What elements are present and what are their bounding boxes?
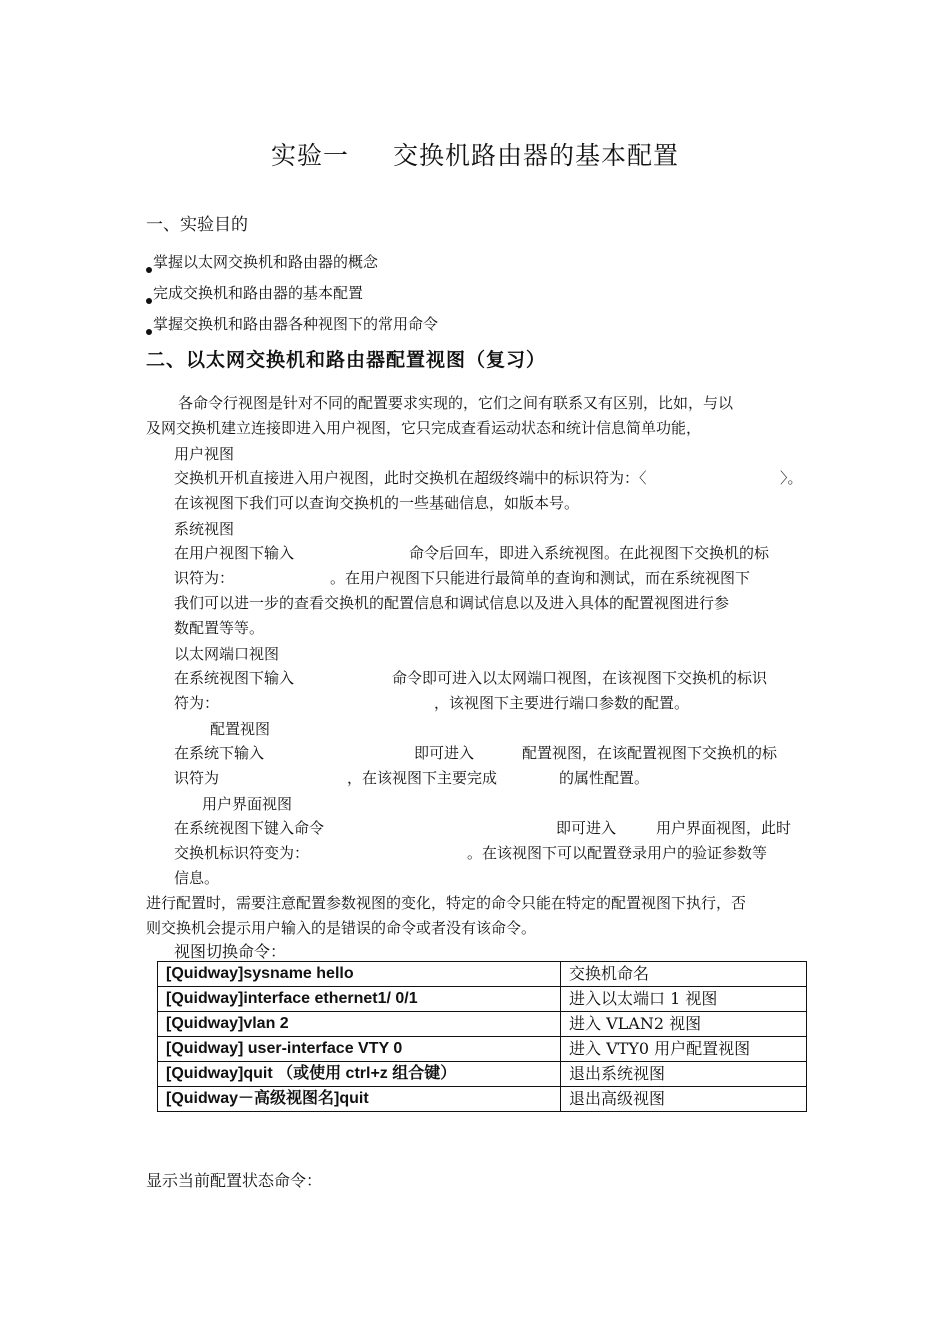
config-view-line: 即可进入 (414, 744, 475, 762)
note-line: 则交换机会提示用户输入的是错误的命令或者没有该命令。 (146, 919, 537, 937)
command-cell: [Quidway－高级视图名]quit (158, 1087, 561, 1112)
command-table (157, 961, 807, 1112)
table-row (158, 962, 807, 987)
ui-view-line: 交换机标识符变为： (174, 844, 310, 862)
command-cell: [Quidway]vlan 2 (158, 1012, 561, 1037)
title-part2: 交换机路由器的基本配置 (393, 141, 680, 170)
title-part1: 实验一 (270, 141, 349, 170)
table-row (158, 1037, 807, 1062)
note-line: 进行配置时，需要注意配置参数视图的变化，特定的命令只能在特定的配置视图下执行，否 (146, 894, 747, 912)
ui-view-line: 即可进入 (556, 819, 617, 837)
list-item: 掌握交换机和路由器各种视图下的常用命令 (146, 313, 438, 335)
ui-view-line: 在系统视图下键入命令 (174, 819, 325, 837)
system-view-line: 命令后回车，即进入系统视图。在此视图下交换机的标 (409, 544, 770, 562)
description-cell: 进入 VTY0 用户配置视图 (561, 1037, 807, 1062)
bullet-icon (146, 267, 152, 273)
ui-view-label: 用户界面视图 (202, 795, 293, 813)
intro-line: 各命令行视图是针对不同的配置要求实现的，它们之间有联系又有区别，比如，与以 (178, 394, 734, 412)
eth-view-line: 命令即可进入以太网端口视图，在该视图下交换机的标识 (392, 669, 768, 687)
config-view-line: 识符为 (174, 769, 220, 787)
list-item: 掌握以太网交换机和路由器的概念 (146, 251, 378, 273)
user-view-line: 在该视图下我们可以查询交换机的一些基础信息，如版本号。 (174, 494, 580, 512)
section2-heading: 二、以太网交换机和路由器配置视图（复习） (146, 349, 547, 371)
config-view-label: 配置视图 (210, 720, 271, 738)
description-cell: 退出高级视图 (561, 1087, 807, 1112)
user-view-line: 〉。 (780, 469, 803, 487)
table-row (158, 987, 807, 1012)
system-view-line: 。在用户视图下只能进行最简单的查询和测试，而在系统视图下 (330, 569, 751, 587)
eth-view-line: 在系统视图下输入 (174, 669, 295, 687)
bullet-icon (146, 298, 152, 304)
command-cell: [Quidway]interface ethernet1/ 0/1 (158, 987, 561, 1012)
user-view-line: 交换机开机直接进入用户视图，此时交换机在超级终端中的标识符为：〈 (174, 469, 647, 487)
footer-label: 显示当前配置状态命令： (146, 1171, 323, 1190)
table-row (158, 1062, 807, 1087)
command-cell: [Quidway]quit （或使用 ctrl+z 组合键） (158, 1062, 561, 1087)
eth-view-line: 符为： (174, 694, 220, 712)
ui-view-line: 。在该视图下可以配置登录用户的验证参数等 (467, 844, 768, 862)
ui-view-line: 用户界面视图，此时 (656, 819, 792, 837)
table-row (158, 1012, 807, 1037)
eth-view-label: 以太网端口视图 (174, 645, 280, 663)
description-cell: 进入以太端口 1 视图 (561, 987, 807, 1012)
command-cell: [Quidway] user-interface VTY 0 (158, 1037, 561, 1062)
description-cell: 退出系统视图 (561, 1062, 807, 1087)
switch-commands-label: 视图切换命令： (174, 942, 287, 961)
table-row (158, 1087, 807, 1112)
system-view-line: 识符为： (174, 569, 235, 587)
system-view-line: 在用户视图下输入 (174, 544, 295, 562)
page-title (0, 136, 950, 172)
user-view-label: 用户视图 (174, 445, 235, 463)
description-cell: 进入 VLAN2 视图 (561, 1012, 807, 1037)
command-cell: [Quidway]sysname hello (158, 962, 561, 987)
section1-heading: 一、实验目的 (146, 215, 248, 235)
description-cell: 交换机命名 (561, 962, 807, 987)
eth-view-line: ，该视图下主要进行端口参数的配置。 (434, 694, 690, 712)
bullet-icon (146, 329, 152, 335)
config-view-line: 的属性配置。 (559, 769, 650, 787)
config-view-line: 在系统下输入 (174, 744, 265, 762)
list-item: 完成交换机和路由器的基本配置 (146, 282, 363, 304)
system-view-line: 我们可以进一步的查看交换机的配置信息和调试信息以及进入具体的配置视图进行参 (174, 594, 730, 612)
system-view-label: 系统视图 (174, 520, 235, 538)
config-view-line: 配置视图，在该配置视图下交换机的标 (522, 744, 778, 762)
config-view-line: ，在该视图下主要完成 (347, 769, 498, 787)
intro-line: 及网交换机建立连接即进入用户视图，它只完成查看运动状态和统计信息简单功能， (146, 419, 702, 437)
ui-view-line: 信息。 (174, 869, 220, 887)
system-view-line: 数配置等等。 (174, 619, 265, 637)
